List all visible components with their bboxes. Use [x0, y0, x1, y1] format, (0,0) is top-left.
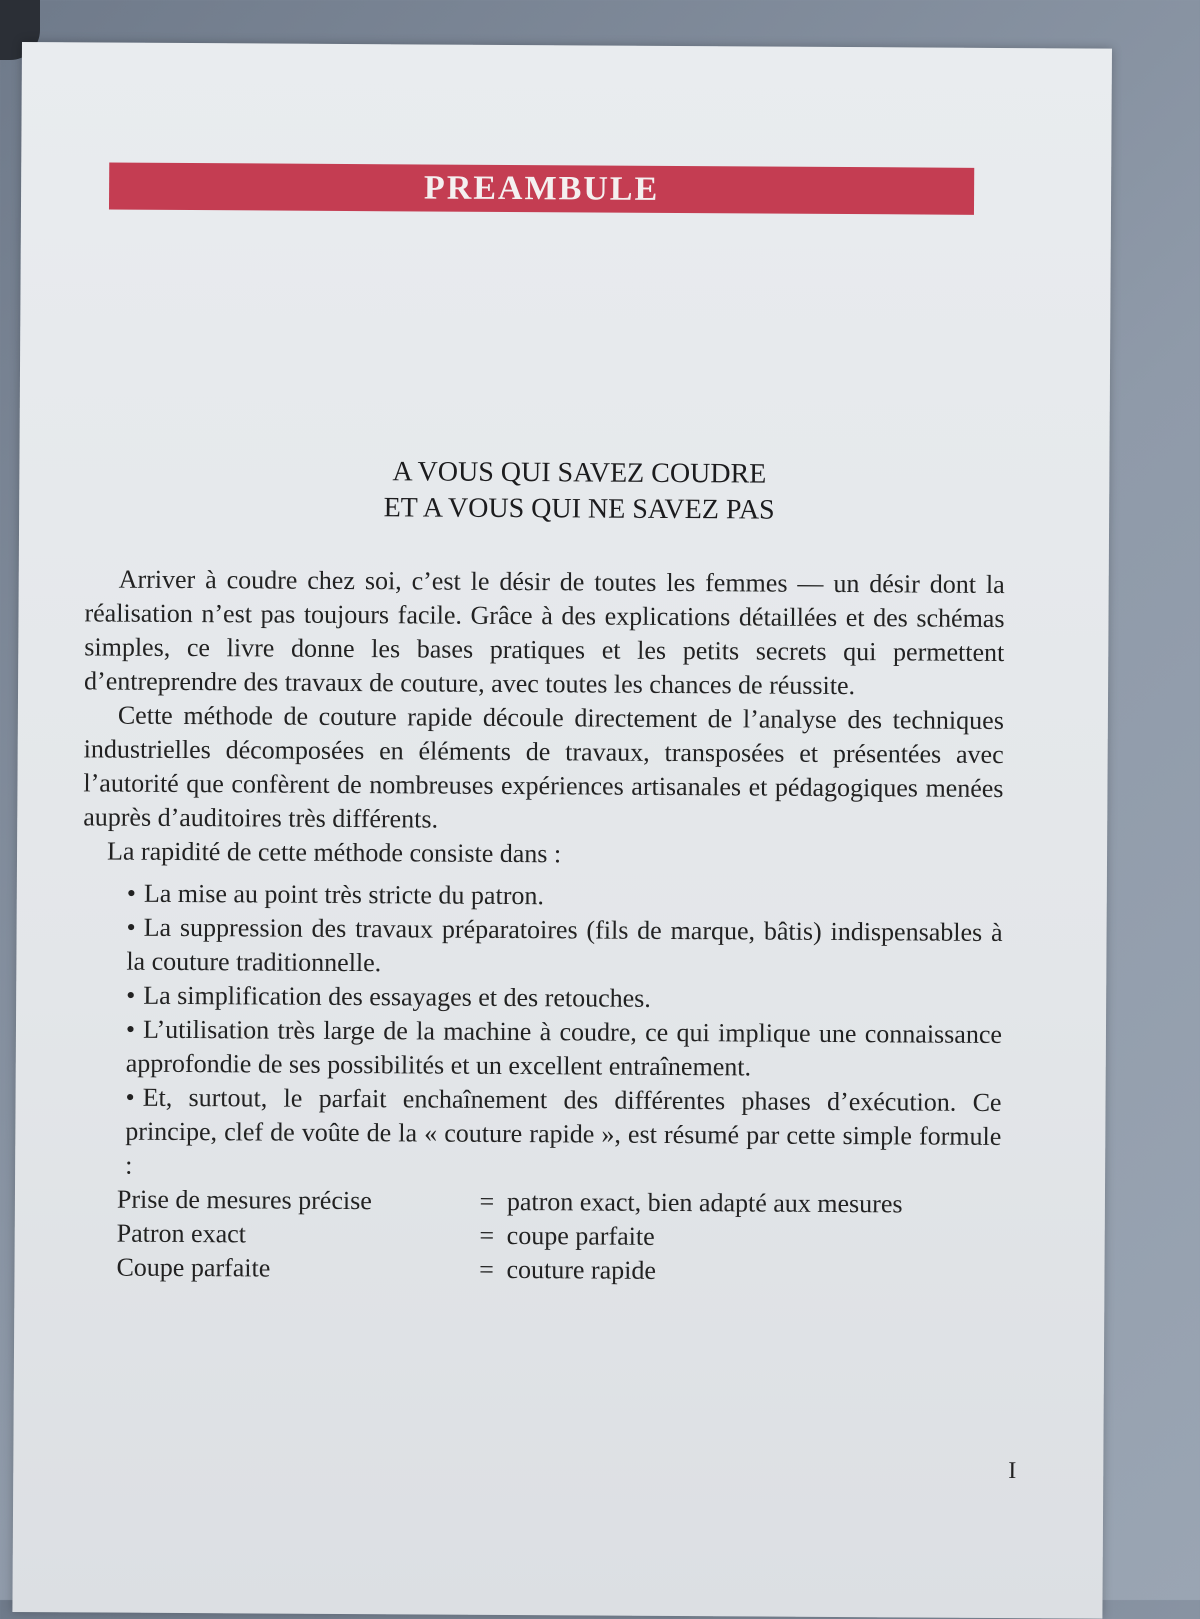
- list-lead: La rapidité de cette méthode consiste dans :: [106, 836, 562, 869]
- formula-row: [116, 1251, 1000, 1290]
- formula-left: Patron exact: [116, 1218, 247, 1249]
- paragraph-method: Cette méthode de couture rapide découle directement de l’analyse des techniques industrielles décomposées en éléments de travaux, transposées et présentées avec l’autorité que confèrent de nombreuses expériences artisanales et pédagogiques menées auprès d’auditoires très différents.: [83, 700, 1004, 834]
- subtitle-line-2: ET A VOUS QUI NE SAVEZ PAS: [383, 492, 775, 526]
- formula-table: [116, 1183, 1001, 1290]
- formula-equals: =: [479, 1254, 494, 1284]
- formula-left: Coupe parfaite: [116, 1252, 271, 1283]
- list-item: [126, 979, 1002, 1018]
- list-item: [127, 877, 1003, 916]
- subtitle: [79, 452, 1079, 530]
- bullet-icon: •: [125, 1082, 135, 1112]
- book-page: [12, 42, 1112, 1619]
- list-item: [126, 911, 1002, 984]
- subtitle-line-1: A VOUS QUI SAVEZ COUDRE: [392, 456, 767, 490]
- bullet-icon: •: [126, 912, 136, 942]
- formula-equals: =: [479, 1220, 495, 1250]
- page-title: PREAMBULE: [423, 168, 660, 208]
- list-item-text: La suppression des travaux préparatoires (fils de marque, bâtis) indispensables à la couture traditionnelle.: [126, 912, 1003, 978]
- formula-equals: =: [479, 1186, 495, 1216]
- list-item: [125, 1081, 1002, 1188]
- title-banner: [109, 163, 974, 215]
- list-item: [126, 1013, 1002, 1086]
- formula-right: patron exact, bien adapté aux mesures: [506, 1186, 903, 1219]
- paragraph-intro: Arriver à coudre chez soi, c’est le désir de toutes les femmes — un désir dont la réalisation n’est pas toujours facile. Grâce à des explications détaillées et des schémas simples, ce livre donne les bases pratiques et les petits secrets qui permettent d’entreprendre des travaux de couture, avec toutes les chances de réussite.: [84, 564, 1005, 701]
- body-text: [80, 562, 1004, 1290]
- bullet-icon: •: [126, 980, 136, 1010]
- formula-left: Prise de mesures précise: [116, 1184, 372, 1216]
- formula-row: [117, 1183, 1001, 1222]
- list-item-text: L’utilisation très large de la machine à coudre, ce qui implique une connaissance approfondie de ses possibilités et un excellent entraînement.: [125, 1014, 1003, 1082]
- formula-row: [117, 1217, 1001, 1256]
- formula-right: coupe parfaite: [506, 1220, 655, 1251]
- page-number: I: [1008, 1458, 1017, 1485]
- list-item-text: La simplification des essayages et des retouches.: [143, 980, 651, 1013]
- list-item-text: Et, surtout, le parfait enchaînement des différentes phases d’exécution. Ce principe, clef de voûte de la « couture rapide », est résumé par cette simple formule :: [125, 1082, 1002, 1180]
- list-item-text: La mise au point très stricte du patron.: [143, 878, 545, 911]
- bullet-icon: •: [126, 878, 137, 908]
- bullet-icon: •: [125, 1014, 136, 1044]
- formula-right: couture rapide: [506, 1254, 657, 1285]
